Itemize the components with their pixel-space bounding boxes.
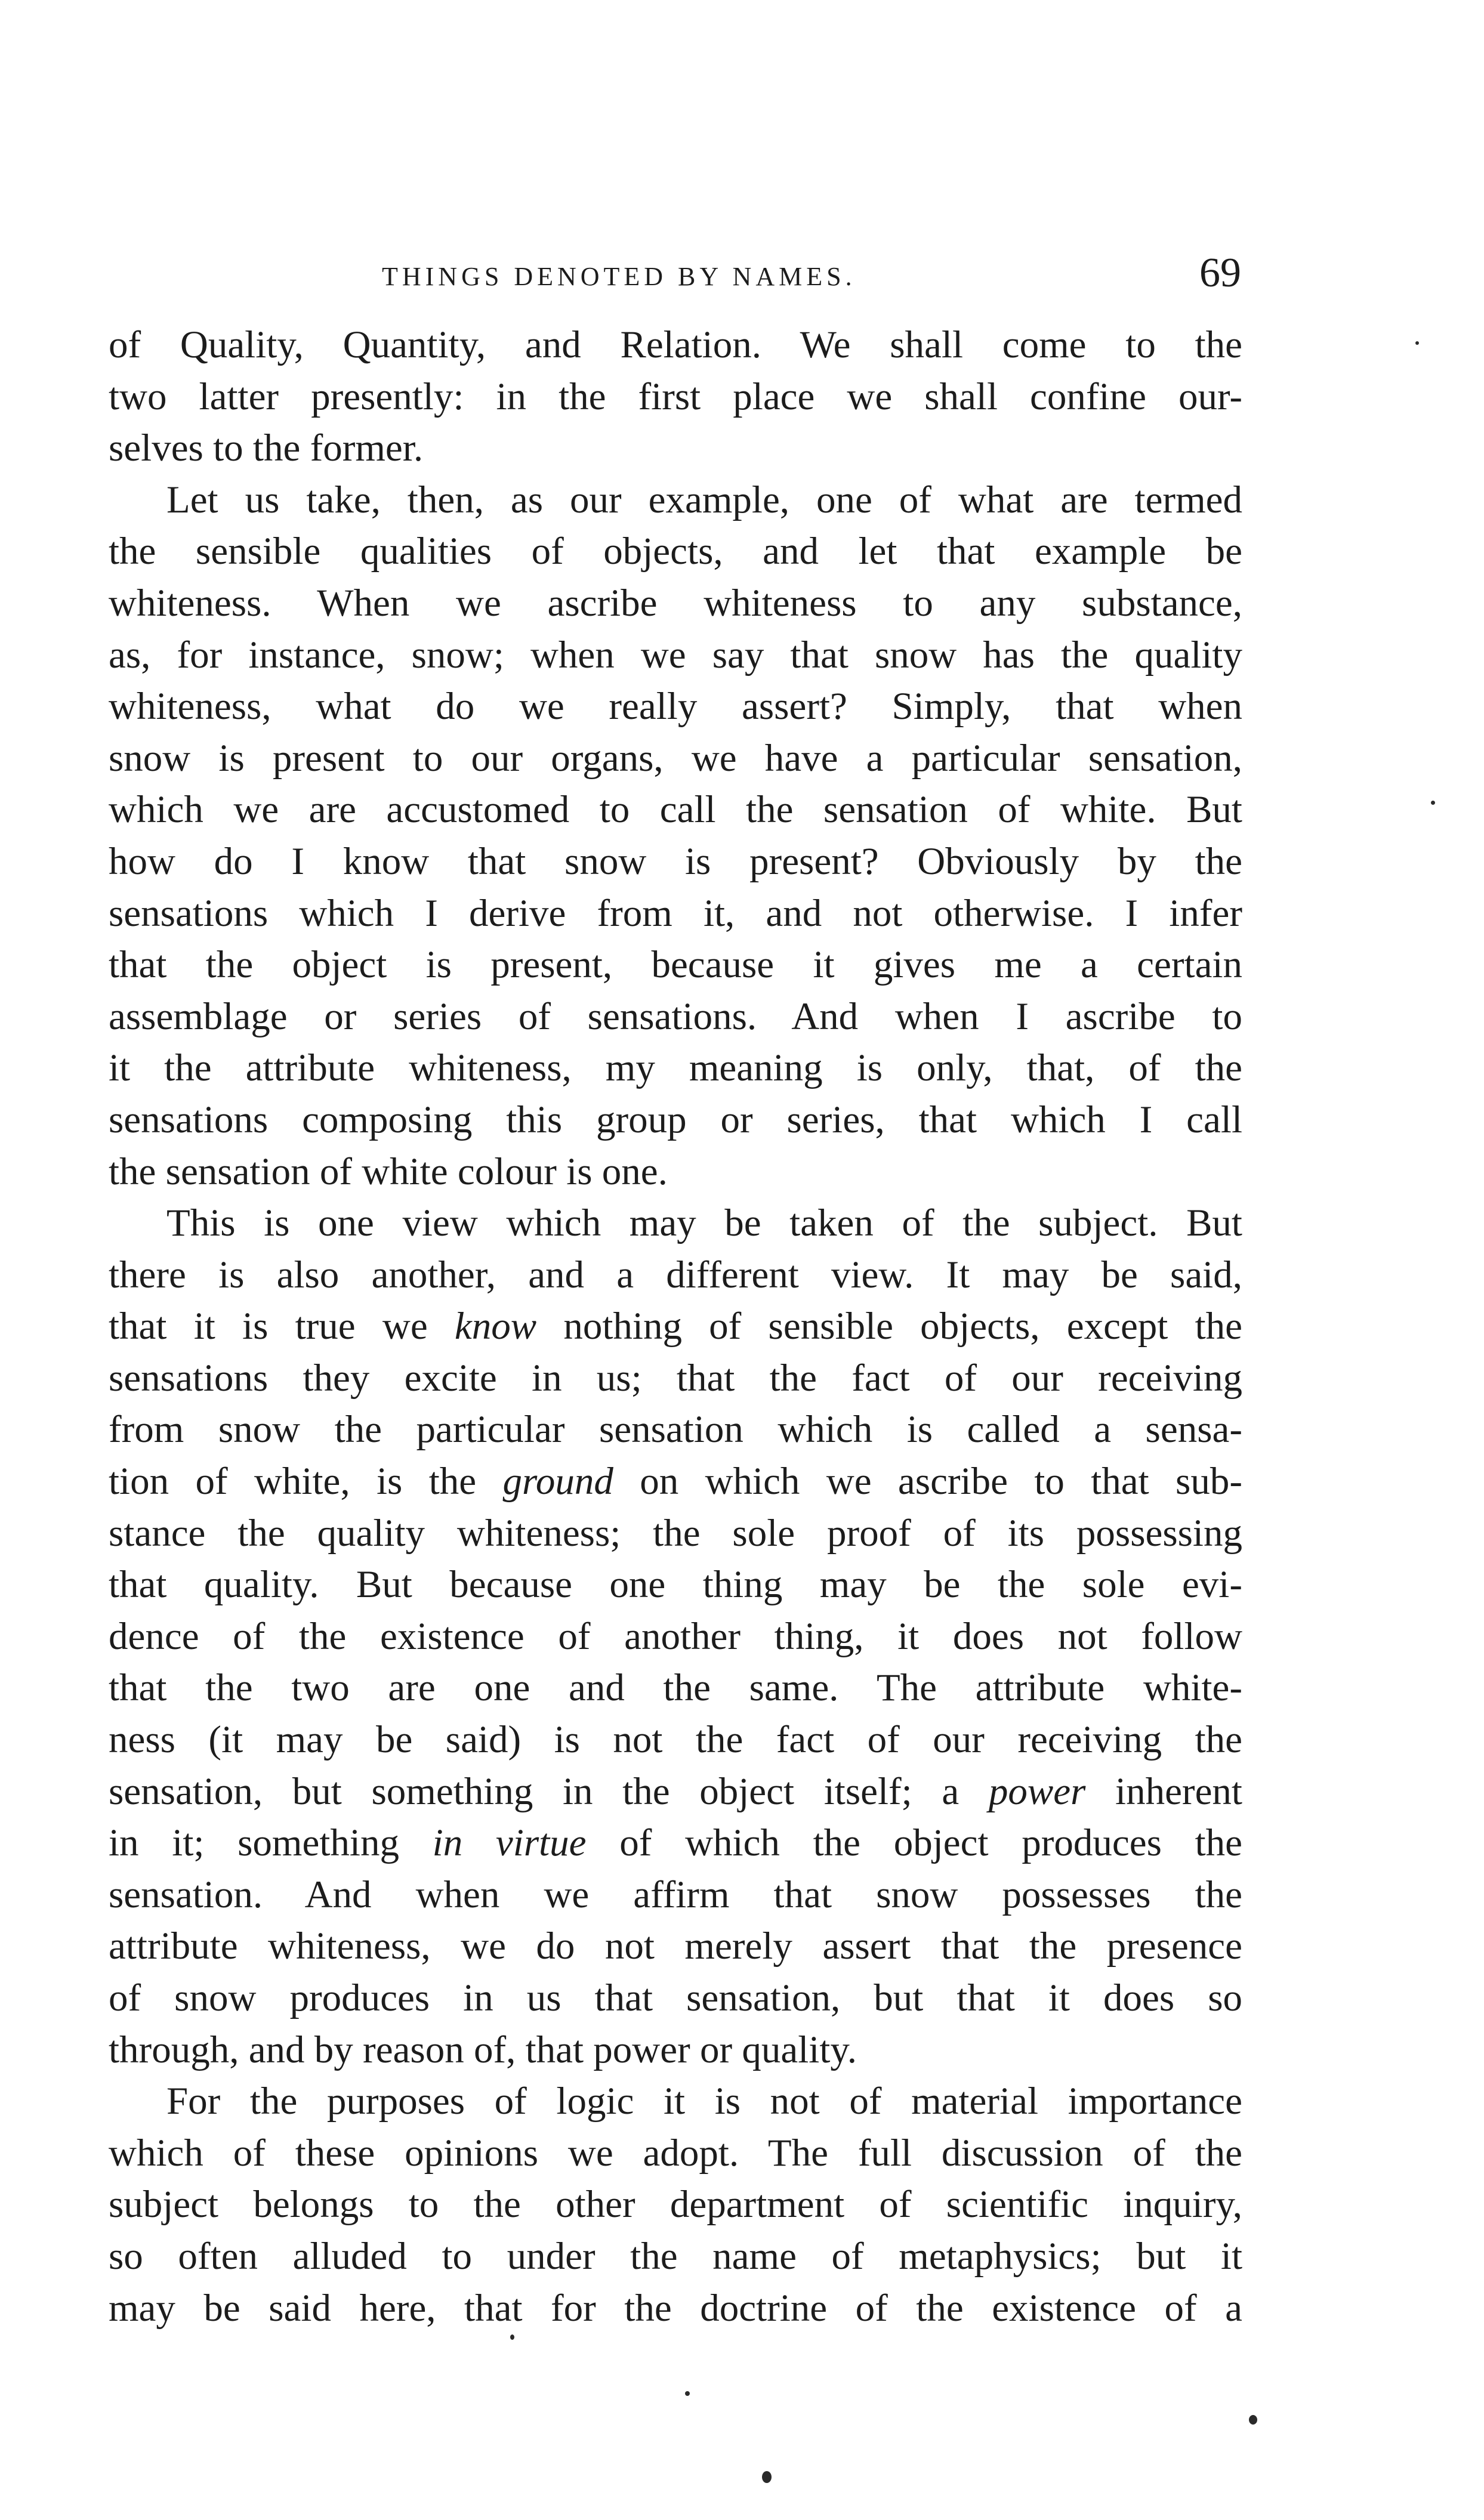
text-line: sensation, but something in the object itself; a power inherent xyxy=(109,1769,1242,1813)
text-line: that it is true we know nothing of sensible objects, except the xyxy=(109,1305,1242,1348)
text-line: the sensible qualities of objects, and let that example be xyxy=(109,530,1242,573)
text-line: whiteness, what do we really assert? Simply, that when xyxy=(109,685,1242,728)
italic-emphasis: in virtue xyxy=(432,1821,587,1865)
text-line: as, for instance, snow; when we say that snow has the quality xyxy=(109,633,1242,677)
text-line: tion of white, is the ground on which we ascribe to that sub- xyxy=(109,1460,1242,1503)
scan-speck xyxy=(1249,2415,1257,2425)
text-line: how do I know that snow is present? Obviously by the xyxy=(109,839,1242,883)
text-line: snow is present to our organs, we have a particular sensation, xyxy=(109,736,1242,780)
text-line: For the purposes of logic it is not of material importance xyxy=(166,2080,1242,2123)
text-line: that the two are one and the same. The attribute white- xyxy=(109,1666,1242,1710)
text-line: of Quality, Quantity, and Relation. We shall come to the xyxy=(109,323,1242,366)
text-line: which we are accustomed to call the sensation of white. But xyxy=(109,788,1242,832)
text-line: which of these opinions we adopt. The full discussion of the xyxy=(109,2131,1242,2175)
text-line: through, and by reason of, that power or quality. xyxy=(109,2028,857,2071)
scan-speck xyxy=(1415,341,1419,345)
text-line: sensations composing this group or series, that which I call xyxy=(109,1098,1242,1141)
text-line: may be said here, that for the doctrine of the existence of a xyxy=(109,2286,1242,2330)
text-line: stance the quality whiteness; the sole proof of its possessing xyxy=(109,1511,1242,1555)
text-line: from snow the particular sensation which is called a sensa- xyxy=(109,1408,1242,1452)
text-line: Let us take, then, as our example, one of what are termed xyxy=(166,478,1242,521)
text-line: that quality. But because one thing may be the sole evi- xyxy=(109,1563,1242,1607)
text-line: sensations they excite in us; that the fact of our receiving xyxy=(109,1356,1242,1400)
text-line: sensation. And when we affirm that snow possesses the xyxy=(109,1873,1242,1916)
italic-emphasis: power xyxy=(988,1769,1086,1813)
text-line: sensations which I derive from it, and not otherwise. I infer xyxy=(109,891,1242,935)
text-line: assemblage or series of sensations. And when I ascribe to xyxy=(109,995,1242,1038)
text-line: so often alluded to under the name of metaphysics; but it xyxy=(109,2234,1242,2278)
text-line: selves to the former. xyxy=(109,427,424,470)
running-title: THINGS DENOTED BY NAMES. xyxy=(382,262,856,291)
italic-emphasis: know xyxy=(454,1305,537,1348)
text-line: the sensation of white colour is one. xyxy=(109,1150,668,1193)
scan-speck xyxy=(1431,801,1435,805)
text-line: subject belongs to the other department of scientific inquiry, xyxy=(109,2183,1242,2226)
scan-speck xyxy=(762,2471,772,2483)
text-line: in it; something in virtue of which the object produces the xyxy=(109,1821,1242,1865)
text-line: This is one view which may be taken of the subject. But xyxy=(166,1202,1242,1245)
scan-speck xyxy=(685,2391,690,2396)
scan-speck xyxy=(510,2334,514,2340)
text-line: of snow produces in us that sensation, but that it does so xyxy=(109,1977,1242,2019)
text-line: there is also another, and a different view. It may be said, xyxy=(109,1253,1242,1296)
italic-emphasis: ground xyxy=(502,1460,613,1503)
text-line: attribute whiteness, we do not merely assert that the presence xyxy=(109,1925,1242,1968)
text-line: two latter presently: in the first place we shall confine our- xyxy=(109,375,1242,418)
text-line: dence of the existence of another thing, it does not follow xyxy=(109,1614,1242,1658)
text-line: it the attribute whiteness, my meaning is only, that, of the xyxy=(109,1046,1242,1090)
text-line: ness (it may be said) is not the fact of our receiving the xyxy=(109,1718,1242,1762)
text-line: whiteness. When we ascribe whiteness to any substance, xyxy=(109,581,1242,625)
text-line: that the object is present, because it gives me a certain xyxy=(109,943,1242,987)
body-text xyxy=(109,319,1242,2334)
page-number: 69 xyxy=(1199,250,1241,296)
running-header xyxy=(107,249,1241,303)
